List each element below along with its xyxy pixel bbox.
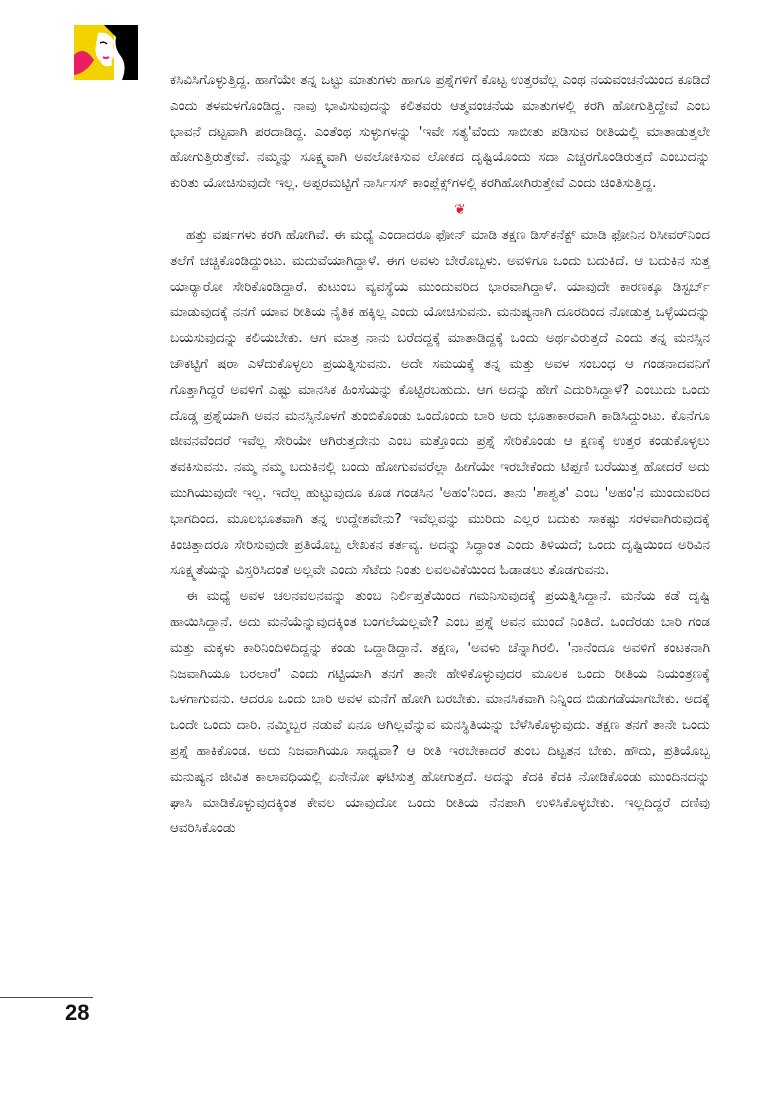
paragraph: ಕಸಿವಿಸಿಗೊಳ್ಳುತ್ತಿದ್ದ. ಹಾಗೆಯೇ ತನ್ನ ಒಟ್ಟು ಮಾತುಗಳು ಹಾಗೂ ಪ್ರಶ್ನೆಗಳಿಗೆ ಕೊಟ್ಟ ಉತ್ತರವೆಲ್ಲ ಎಂಥ ನಯವಂಚನೆಯಿಂದ ಕೂಡಿದೆ ಎಂದು ತಳಮಳಗೊಂಡಿದ್ದ. ನಾವು ಭಾವಿಸುವುದನ್ನು ಕಲಿತವರು ಆತ್ಮವಂಚನೆಯ ಮಾತುಗಳಲ್ಲಿ ಕರಗಿ ಹೋಗುತ್ತಿದ್ದೇವೆ ಎಂಬ ಭಾವನೆ ದಟ್ಟವಾಗಿ ಪರದಾಡಿದ್ದ. ಎಂತೆಂಥ ಸುಳ್ಳುಗಳನ್ನು 'ಇವೇ ಸತ್ಯ'ವೆಂದು ಸಾಬೀತು ಪಡಿಸುವ ರೀತಿಯಲ್ಲಿ ಮಾತಾಡುತ್ತಲೇ ಹೋಗುತ್ತಿರುತ್ತೇವೆ. ನಮ್ಮನ್ನು ಸೂಕ್ಷ್ಮವಾಗಿ ಅವಲೋಕಿಸುವ ಲೋಕದ ದೃಷ್ಟಿಯೊಂದು ಸದಾ ಎಚ್ಚರಗೊಂಡಿರುತ್ತದೆ ಎಂಬುದನ್ನು ಕುರಿತು ಯೋಚಿಸುವುದೇ ಇಲ್ಲ. ಅಪ್ಪರಮಟ್ಟಿಗೆ ನಾರ್ಸಿಸಸ್ ಕಾಂಪ್ಲೆಕ್ಸ್‌ಗಳಲ್ಲಿ ಕರಗಿಹೋಗಿರುತ್ತೇವೆ ಎಂದು ಚಿಂತಿಸುತ್ತಿದ್ದ.	[170, 73, 710, 192]
page-number-rule	[0, 997, 93, 998]
paragraph: ಈ ಮಧ್ಯೆ ಅವಳ ಚಲನವಲನವನ್ನು ತುಂಬ ನಿರ್ಲಿಪ್ತತೆಯಿಂದ ಗಮನಿಸುವುದಕ್ಕೆ ಪ್ರಯತ್ನಿಸಿದ್ದಾನೆ. ಮನೆಯ ಕಡೆ ದೃಷ್ಟಿ ಹಾಯಿಸಿದ್ದಾನೆ. ಅದು ಮನೆಯೆನ್ನುವುದಕ್ಕಿಂತ ಬಂಗಲೆಯಲ್ಲವೇ? ಎಂಬ ಪ್ರಶ್ನೆ ಅವನ ಮುಂದೆ ನಿಂತಿದೆ. ಒಂದೆರಡು ಬಾರಿ ಗಂಡ ಮತ್ತು ಮಕ್ಕಳು ಕಾರಿನಿಂದಿಳಿದಿದ್ದನ್ನು ಕಂಡು ಒದ್ದಾಡಿದ್ದಾನೆ. ತಕ್ಷಣ, 'ಅವಳು ಚೆನ್ನಾಗಿರಲಿ. 'ನಾನೆಂದೂ ಅವಳಿಗೆ ಕಂಟಕನಾಗಿ ನಿಜವಾಗಿಯೂ ಬರಲಾರೆ' ಎಂದು ಗಟ್ಟಿಯಾಗಿ ತನಗೆ ತಾನೇ ಹೇಳಿಕೊಳ್ಳುವುದರ ಮೂಲಕ ಒಂದು ರೀತಿಯ ನಿಯಂತ್ರಣಕ್ಕೆ ಒಳಗಾಗುವನು. ಆದರೂ ಒಂದು ಬಾರಿ ಅವಳ ಮನೆಗೆ ಹೋಗಿ ಬರಬೇಕು. ಮಾನಸಿಕವಾಗಿ ನಿನ್ನಿಂದ ಬಿಡುಗಡೆಯಾಗಬೇಕು. ಅದಕ್ಕೆ ಒಂದೇ ಒಂದು ದಾರಿ. ನಮ್ಮಿಬ್ಬರ ನಡುವೆ ಏನೂ ಆಗಿಲ್ಲವೆನ್ನುವ ಮನಸ್ಥಿತಿಯನ್ನು ಬೆಳೆಸಿಕೊಳ್ಳುವುದು. ತಕ್ಷಣ ತನಗೆ ತಾನೇ ಒಂದು ಪ್ರಶ್ನೆ ಹಾಕಿಕೊಂಡ. ಅದು ನಿಜವಾಗಿಯೂ ಸಾಧ್ಯವಾ? ಆ ರೀತಿ ಇರಬೇಕಾದರೆ ತುಂಬ ದಿಟ್ಟತನ ಬೇಕು. ಹೌದು, ಪ್ರತಿಯೊಬ್ಬ ಮನುಷ್ಯನ ಜೀವಿತ ಕಾಲಾವಧಿಯಲ್ಲಿ ಏನೇನೋ ಘಟಿಸುತ್ತ ಹೋಗುತ್ತದೆ. ಅದನ್ನು ಕೆದಕಿ ಕೆದಕಿ ನೋಡಿಕೊಂಡು ಮುಂದಿನದನ್ನು ಘಾಸಿ ಮಾಡಿಕೊಳ್ಳುವುದಕ್ಕಿಂತ ಕೇವಲ ಯಾವುದೋ ಒಂದು ರೀತಿಯ ನೆನಪಾಗಿ ಉಳಿಸಿಕೊಳ್ಳಬೇಕು. ಇಲ್ಲದಿದ್ದರೆ ದಣಿವು ಆವರಿಸಿಕೊಂಡು	[170, 589, 710, 837]
article-body	[170, 68, 710, 842]
paragraph: ಹತ್ತು ವರ್ಷಗಳು ಕರಗಿ ಹೋಗಿವೆ. ಈ ಮಧ್ಯೆ ಎಂದಾದರೂ ಫೋನ್ ಮಾಡಿ ತಕ್ಷಣ ಡಿಸ್‌ಕನೆಕ್ಟ್ ಮಾಡಿ ಫೋನಿನ ರಿಸೀವರ್‌ನಿಂದ ತಲೆಗೆ ಚಚ್ಚಿಕೊಂಡಿದ್ದುಂಟು. ಮದುವೆಯಾಗಿದ್ದಾಳೆ. ಈಗ ಅವಳು ಬೇರೊಬ್ಬಳು. ಅವಳಿಗೂ ಒಂದು ಬದುಕಿದೆ. ಆ ಬದುಕಿನ ಸುತ್ತ ಯಾರ್‍ಯಾರೋ ಸೇರಿಕೊಂಡಿದ್ದಾರೆ. ಕುಟುಂಬ ವ್ಯವಸ್ಥೆಯ ಮುಂದುವರಿದ ಭಾರವಾಗಿದ್ದಾಳೆ. ಯಾವುದೇ ಕಾರಣಕ್ಕೂ ಡಿಸ್ಟರ್ಬ್ ಮಾಡುವುದಕ್ಕೆ ನನಗೆ ಯಾವ ರೀತಿಯ ನೈತಿಕ ಹಕ್ಕಿಲ್ಲ ಎಂದು ಯೋಚಿಸುವನು. ಮನುಷ್ಯನಾಗಿ ದೂರದಿಂದ ನೋಡುತ್ತ ಒಳ್ಳೆಯದನ್ನು ಬಯಸುವುದನ್ನು ಕಲಿಯಬೇಕು. ಆಗ ಮಾತ್ರ ನಾನು ಬರೆದದ್ದಕ್ಕೆ ಮಾತಾಡಿದ್ದಕ್ಕೆ ಒಂದು ಅರ್ಥವಿರುತ್ತದೆ ಎಂದು ತನ್ನ ಮನಸ್ಸಿನ ಚೌಕಟ್ಟಿಗೆ ಷರಾ ಎಳೆದುಕೊಳ್ಳಲು ಪ್ರಯತ್ನಿಸುವನು. ಅದೇ ಸಮಯಕ್ಕೆ ತನ್ನ ಮತ್ತು ಅವಳ ಸಂಬಂಧ ಆ ಗಂಡನಾದವನಿಗೆ ಗೊತ್ತಾಗಿದ್ದರೆ ಅವಳಿಗೆ ಎಷ್ಟು ಮಾನಸಿಕ ಹಿಂಸೆಯನ್ನು ಕೊಟ್ಟಿರಬಹುದು. ಆಗ ಅದನ್ನು ಹೇಗೆ ಎದುರಿಸಿದ್ದಾಳೆ? ಎಂಬುದು ಒಂದು ದೊಡ್ಡ ಪ್ರಶ್ನೆಯಾಗಿ ಅವನ ಮನಸ್ಸಿನೊಳಗೆ ತುಂಬಿಕೊಂಡು ಒಂದೊಂದು ಬಾರಿ ಅದು ಭೂತಾಕಾರವಾಗಿ ಕಾಡಿಸಿದ್ದುಂಟು. ಕೊನೆಗೂ ಜೀವನವೆಂದರೆ ಇವೆಲ್ಲ ಸೇರಿಯೇ ಆಗಿರುತ್ತದೇನು ಎಂಬ ಮತ್ತೊಂದು ಪ್ರಶ್ನೆ ಸೇರಿಕೊಂಡು ಆ ಕ್ಷಣಕ್ಕೆ ಉತ್ತರ ಕಂಡುಕೊಳ್ಳಲು ತವಕಿಸುವನು. ನಮ್ಮ ನಮ್ಮ ಬದುಕಿನಲ್ಲಿ ಬಂದು ಹೋಗುವವರೆಲ್ಲಾ ಹೀಗೆಯೇ ಇರಬೇಕೆಂದು ಟಿಪ್ಪಣಿ ಬರೆಯುತ್ತ ಹೋದರೆ ಅದು ಮುಗಿಯುವುದೇ ಇಲ್ಲ. ಇದೆಲ್ಲ ಹುಟ್ಟುವುದೂ ಕೂಡ ಗಂಡಸಿನ 'ಅಹಂ'ನಿಂದ. ತಾನು 'ಶಾಶ್ವತ' ಎಂಬ 'ಅಹಂ'ನ ಮುಂದುವರಿದ ಭಾಗದಿಂದ. ಮೂಲಭೂತವಾಗಿ ತನ್ನ ಉದ್ದೇಶವೇನು? ಇವೆಲ್ಲವನ್ನು ಮುರಿದು ಎಲ್ಲರ ಬದುಕು ಸಾಕಷ್ಟು ಸರಳವಾಗಿರುವುದಕ್ಕೆ ಕಿಂಚಿತ್ತಾದರೂ ಸೇರಿಸುವುದೇ ಪ್ರತಿಯೊಬ್ಬ ಲೇಖಕನ ಕರ್ತವ್ಯ. ಅದನ್ನು ಸಿದ್ಧಾಂತ ಎಂದು ತಿಳಿಯದೆ; ಒಂದು ದೃಷ್ಟಿಯಿಂದ ಅರಿವಿನ ಸೂಕ್ಷ್ಮತೆಯನ್ನು ವಿಸ್ತರಿಸಿದಂತೆ ಅಲ್ಲವೇ ಎಂದು ಸೆಟೆದು ನಿಂತು ಲವಲವಿಕೆಯಿಂದ ಓಡಾಡಲು ತೊಡಗುವನು.	[170, 227, 710, 579]
page-number: 28	[65, 1000, 90, 1025]
floral-ornament-icon: ❦	[454, 201, 466, 218]
woman-face-profile-icon	[74, 25, 138, 80]
magazine-logo	[74, 25, 138, 80]
